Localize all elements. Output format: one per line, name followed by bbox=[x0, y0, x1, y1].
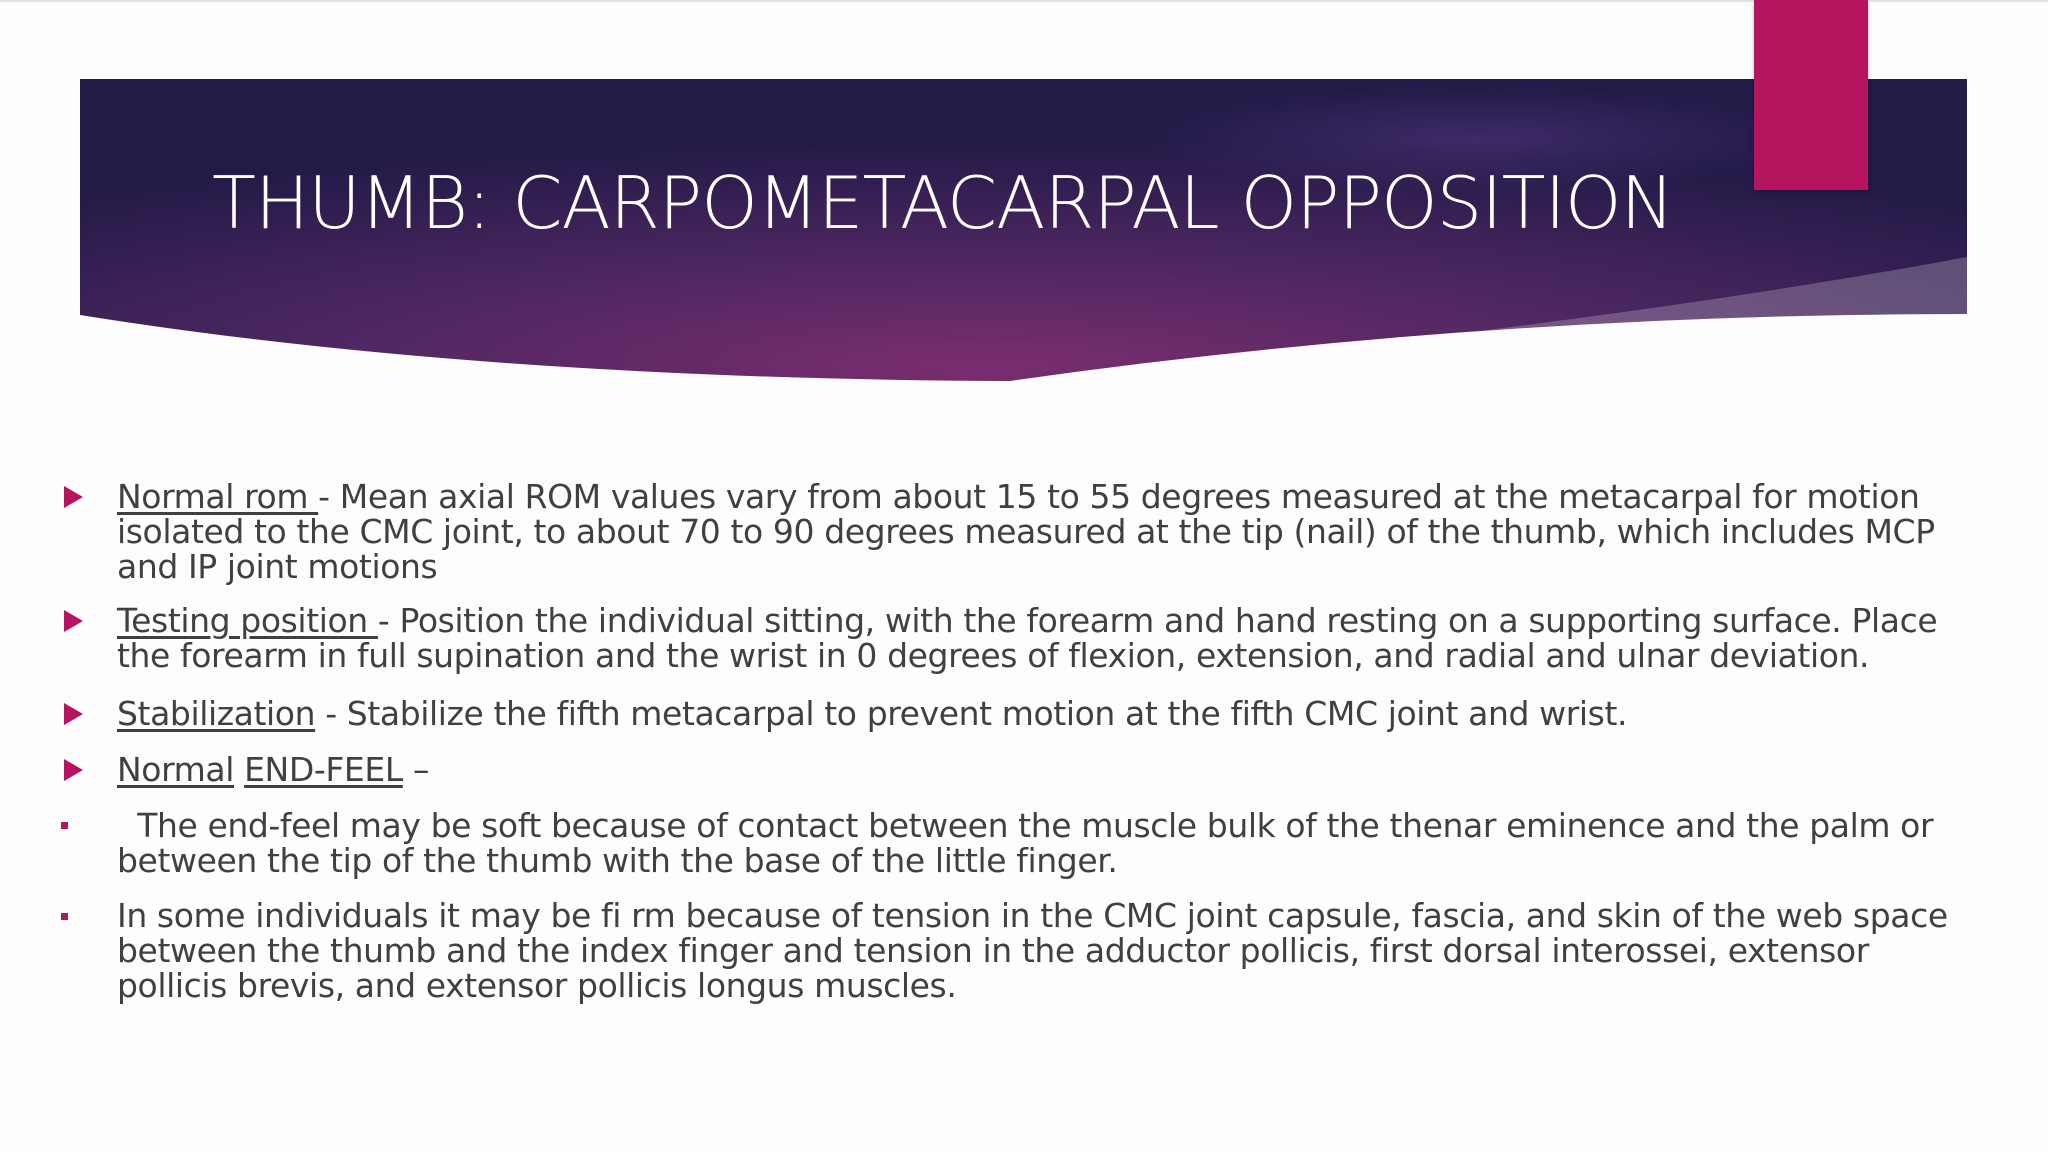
bullet-testing-position bbox=[117, 603, 1967, 673]
bullet-label: Stabilization bbox=[117, 694, 316, 733]
bullet-normal-end-feel bbox=[117, 752, 1967, 787]
triangle-bullet-icon bbox=[64, 610, 83, 632]
slide-title: THUMB: CARPOMETACARPAL OPPOSITION bbox=[212, 161, 1674, 245]
bullet-label: Testing position bbox=[117, 601, 378, 640]
bullet-label: Normal bbox=[117, 750, 234, 789]
sub-bullet-soft-end-feel: The end-feel may be soft because of contact between the muscle bulk of the thenar eminence and the palm or between the tip of the thumb with the base of the little finger. bbox=[117, 806, 1944, 880]
bullet-text: – bbox=[402, 750, 430, 789]
bullet-text: - Position the individual sitting, with the forearm and hand resting on a supporting surface. Place the forearm in full supination and the wrist in 0 degrees of flexion, extension, and radial and ulnar deviation. bbox=[117, 601, 1938, 675]
bullet-text: - Stabilize the fifth metacarpal to prevent motion at the fifth CMC joint and wrist. bbox=[315, 694, 1628, 733]
bullet-text: - Mean axial ROM values vary from about 15 to 55 degrees measured at the metacarpal for motion isolated to the CMC joint, to about 70 to 90 degrees measured at the tip (nail) of the thumb, which includes MCP and IP joint motions bbox=[117, 477, 1935, 586]
bullet-stabilization bbox=[117, 696, 1967, 731]
square-bullet-icon bbox=[61, 822, 68, 829]
bullet-normal-rom bbox=[117, 479, 1967, 584]
triangle-bullet-icon bbox=[64, 703, 83, 725]
triangle-bullet-icon bbox=[64, 759, 83, 781]
sub-bullet-firm-end-feel: In some individuals it may be fi rm because of tension in the CMC joint capsule, fascia, and skin of the web space between the thumb and the index finger and tension in the adductor pollicis, first dorsal interossei, extensor pollicis brevis, and extensor pollicis longus muscles. bbox=[117, 896, 1948, 1005]
bullet-label-end-feel: END-FEEL bbox=[244, 750, 403, 789]
square-bullet-icon bbox=[61, 913, 68, 920]
bullet-label: Normal rom bbox=[117, 477, 319, 516]
triangle-bullet-icon bbox=[64, 486, 83, 508]
